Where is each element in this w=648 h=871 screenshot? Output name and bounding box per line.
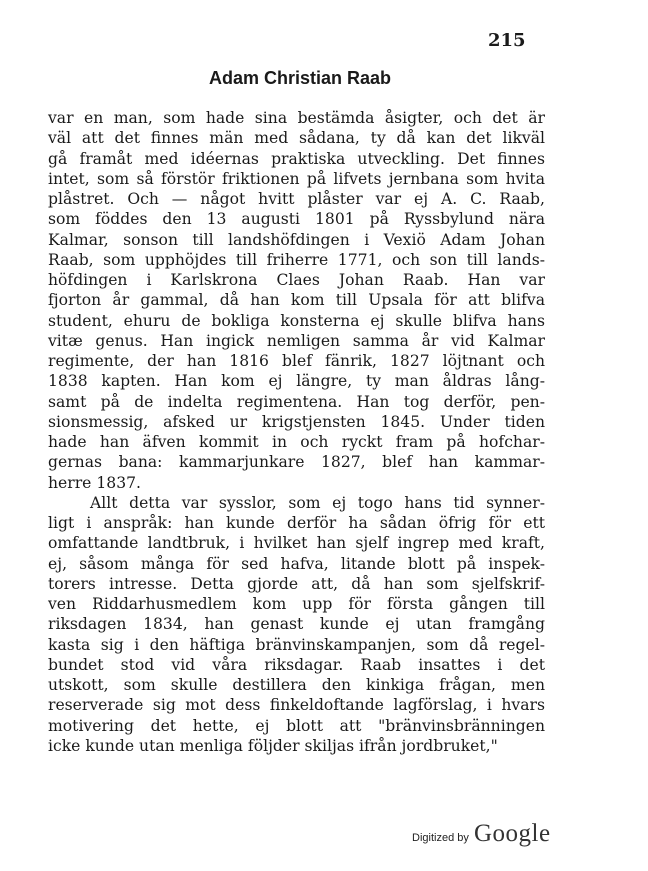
text-line: ven Riddarhusmedlem kom upp för första gången till xyxy=(48,595,545,613)
text-line: fjorton år gammal, då han kom till Upsala för att blifva xyxy=(48,291,545,310)
text-line: 1838 kapten. Han kom ej längre, ty man åldras lång- xyxy=(48,372,545,391)
text-line: plåstret. Och — något hvitt plåster var ej A. C. Raab, xyxy=(48,190,545,208)
paragraph-2 xyxy=(48,493,545,756)
page-number: 215 xyxy=(488,30,526,51)
text-line: Raab, som upphöjdes till friherre 1771, och son till lands- xyxy=(48,250,545,269)
text-line: icke kunde utan menliga följder skiljas ifrån jordbruket," xyxy=(48,736,498,755)
text-line: reserverade sig mot dess finkeldoftande lagförslag, i hvars xyxy=(48,696,545,715)
body-text xyxy=(48,108,545,756)
running-head: Adam Christian Raab xyxy=(208,68,392,88)
text-line: gernas bana: kammarjunkare 1827, blef han kammar- xyxy=(48,453,545,472)
text-line: sionsmessig, afsked ur krigstjensten 1845. Under tiden xyxy=(48,412,545,431)
text-line: herre 1837. xyxy=(48,473,142,492)
text-line: hade han äfven kommit in och ryckt fram på hofchar- xyxy=(48,433,545,451)
digitized-by-label: Digitized by xyxy=(412,832,469,844)
paragraph-1 xyxy=(48,108,545,493)
text-line: samt på de indelta regimentena. Han tog derför, pen- xyxy=(48,392,545,411)
text-line: Allt detta var sysslor, som ej togo hans tid synner- xyxy=(90,493,545,512)
text-line: var en man, som hade sina bestämda åsigter, och det är xyxy=(48,109,545,127)
text-line: intet, som så förstör friktionen på lifvets jernbana som hvita xyxy=(48,169,545,188)
google-wordmark: Google xyxy=(473,820,551,847)
text-line: motivering det hette, ej blott att "bränvinsbränningen xyxy=(48,716,545,735)
text-line: utskott, som skulle destillera den kinkiga frågan, men xyxy=(48,676,545,694)
text-line: omfattande landtbruk, i hvilket han sjelf ingrep med kraft, xyxy=(48,534,545,553)
text-line: vitæ genus. Han ingick nemligen samma år vid Kalmar xyxy=(48,331,545,350)
text-line: ej, såsom många för sed hafva, litande blott på inspek- xyxy=(48,554,545,573)
text-line: gå framåt med idéernas praktiska utveckling. Det finnes xyxy=(48,149,545,168)
digitized-by-google-watermark xyxy=(412,820,551,848)
text-line: bundet stod vid våra riksdagar. Raab insattes i det xyxy=(48,655,545,674)
text-line: väl att det finnes män med sådana, ty då kan det likväl xyxy=(48,129,545,148)
text-line: kasta sig i den häftiga bränvinskampanjen, som då regel- xyxy=(48,635,545,654)
text-line: som föddes den 13 augusti 1801 på Ryssbylund nära xyxy=(48,210,545,229)
text-line: höfdingen i Karlskrona Claes Johan Raab. Han var xyxy=(48,271,545,289)
text-line: torers intresse. Detta gjorde att, då han som sjelfskrif- xyxy=(48,574,545,593)
text-line: ligt i anspråk: han kunde derför ha sådan öfrig för ett xyxy=(48,514,545,532)
text-line: regimente, der han 1816 blef fänrik, 1827 löjtnant och xyxy=(48,352,545,370)
text-line: student, ehuru de bokliga konsterna ej skulle blifva hans xyxy=(48,311,545,330)
text-line: riksdagen 1834, han genast kunde ej utan framgång xyxy=(48,615,545,634)
text-line: Kalmar, sonson till landshöfdingen i Vexiö Adam Johan xyxy=(48,230,545,249)
